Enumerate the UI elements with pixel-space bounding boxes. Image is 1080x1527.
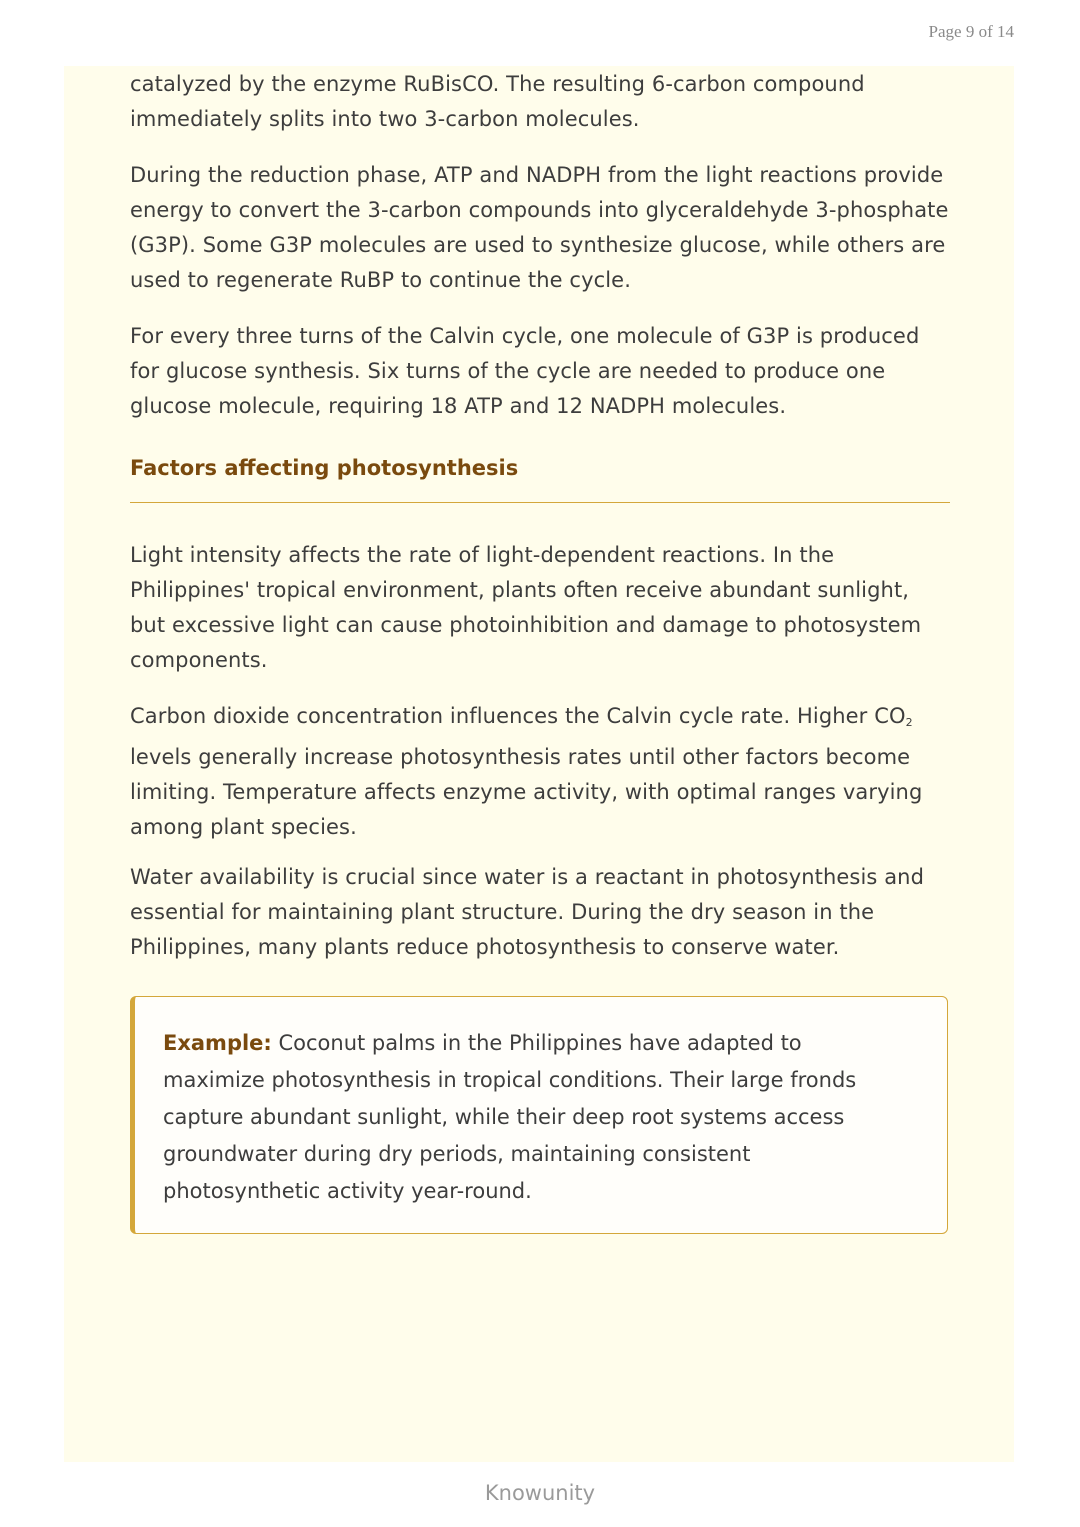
page-number: Page 9 of 14 [928, 22, 1014, 41]
paragraph-carbon-dioxide [130, 699, 950, 845]
document-page [64, 66, 1014, 1462]
example-callout [130, 996, 948, 1234]
example-body: Coconut palms in the Philippines have adapted to maximize photosynthesis in tropical conditions. Their large fronds capture abundant sunlight, while their deep root systems access groundwater during dry periods, maintaining consistent photosynthetic activity year-round. [163, 1031, 857, 1203]
example-text [163, 1025, 903, 1210]
co2-subscript: 2 [905, 716, 913, 729]
paragraph-rubisco: catalyzed by the enzyme RuBisCO. The resulting 6-carbon compound immediately splits into two 3-carbon molecules. [130, 72, 865, 131]
paragraph-light-intensity: Light intensity affects the rate of light-dependent reactions. In the Philippines' tropical environment, plants often receive abundant sunlight, but excessive light can cause photoinhibition and damage to photosystem components. [130, 543, 922, 672]
paragraph-reduction-phase: During the reduction phase, ATP and NADPH from the light reactions provide energy to convert the 3-carbon compounds into glyceraldehyde 3-phosphate (G3P). Some G3P molecules are used to synthesize glucose, while others are used to regenerate RuBP to continue the cycle. [130, 163, 949, 292]
section-divider [130, 502, 950, 503]
example-label: Example: [163, 1031, 272, 1055]
paragraph-calvin-turns: For every three turns of the Calvin cycle, one molecule of G3P is produced for glucose synthesis. Six turns of the cycle are needed to produce one glucose molecule, requiring 18 ATP and 12 NADPH molecules. [130, 324, 920, 418]
section-heading: Factors affecting photosynthesis [130, 456, 519, 480]
co2-text-before: Carbon dioxide concentration influences the Calvin cycle rate. Higher CO [130, 704, 906, 728]
paragraph-water-availability: Water availability is crucial since water is a reactant in photosynthesis and essential for maintaining plant structure. During the dry season in the Philippines, many plants reduce photosynthesis to conserve water. [130, 865, 925, 959]
co2-text-after: levels generally increase photosynthesis rates until other factors become limiting. Temperature affects enzyme activity, with optimal ranges varying among plant species. [130, 745, 923, 839]
footer-brand: Knowunity [484, 1481, 596, 1505]
